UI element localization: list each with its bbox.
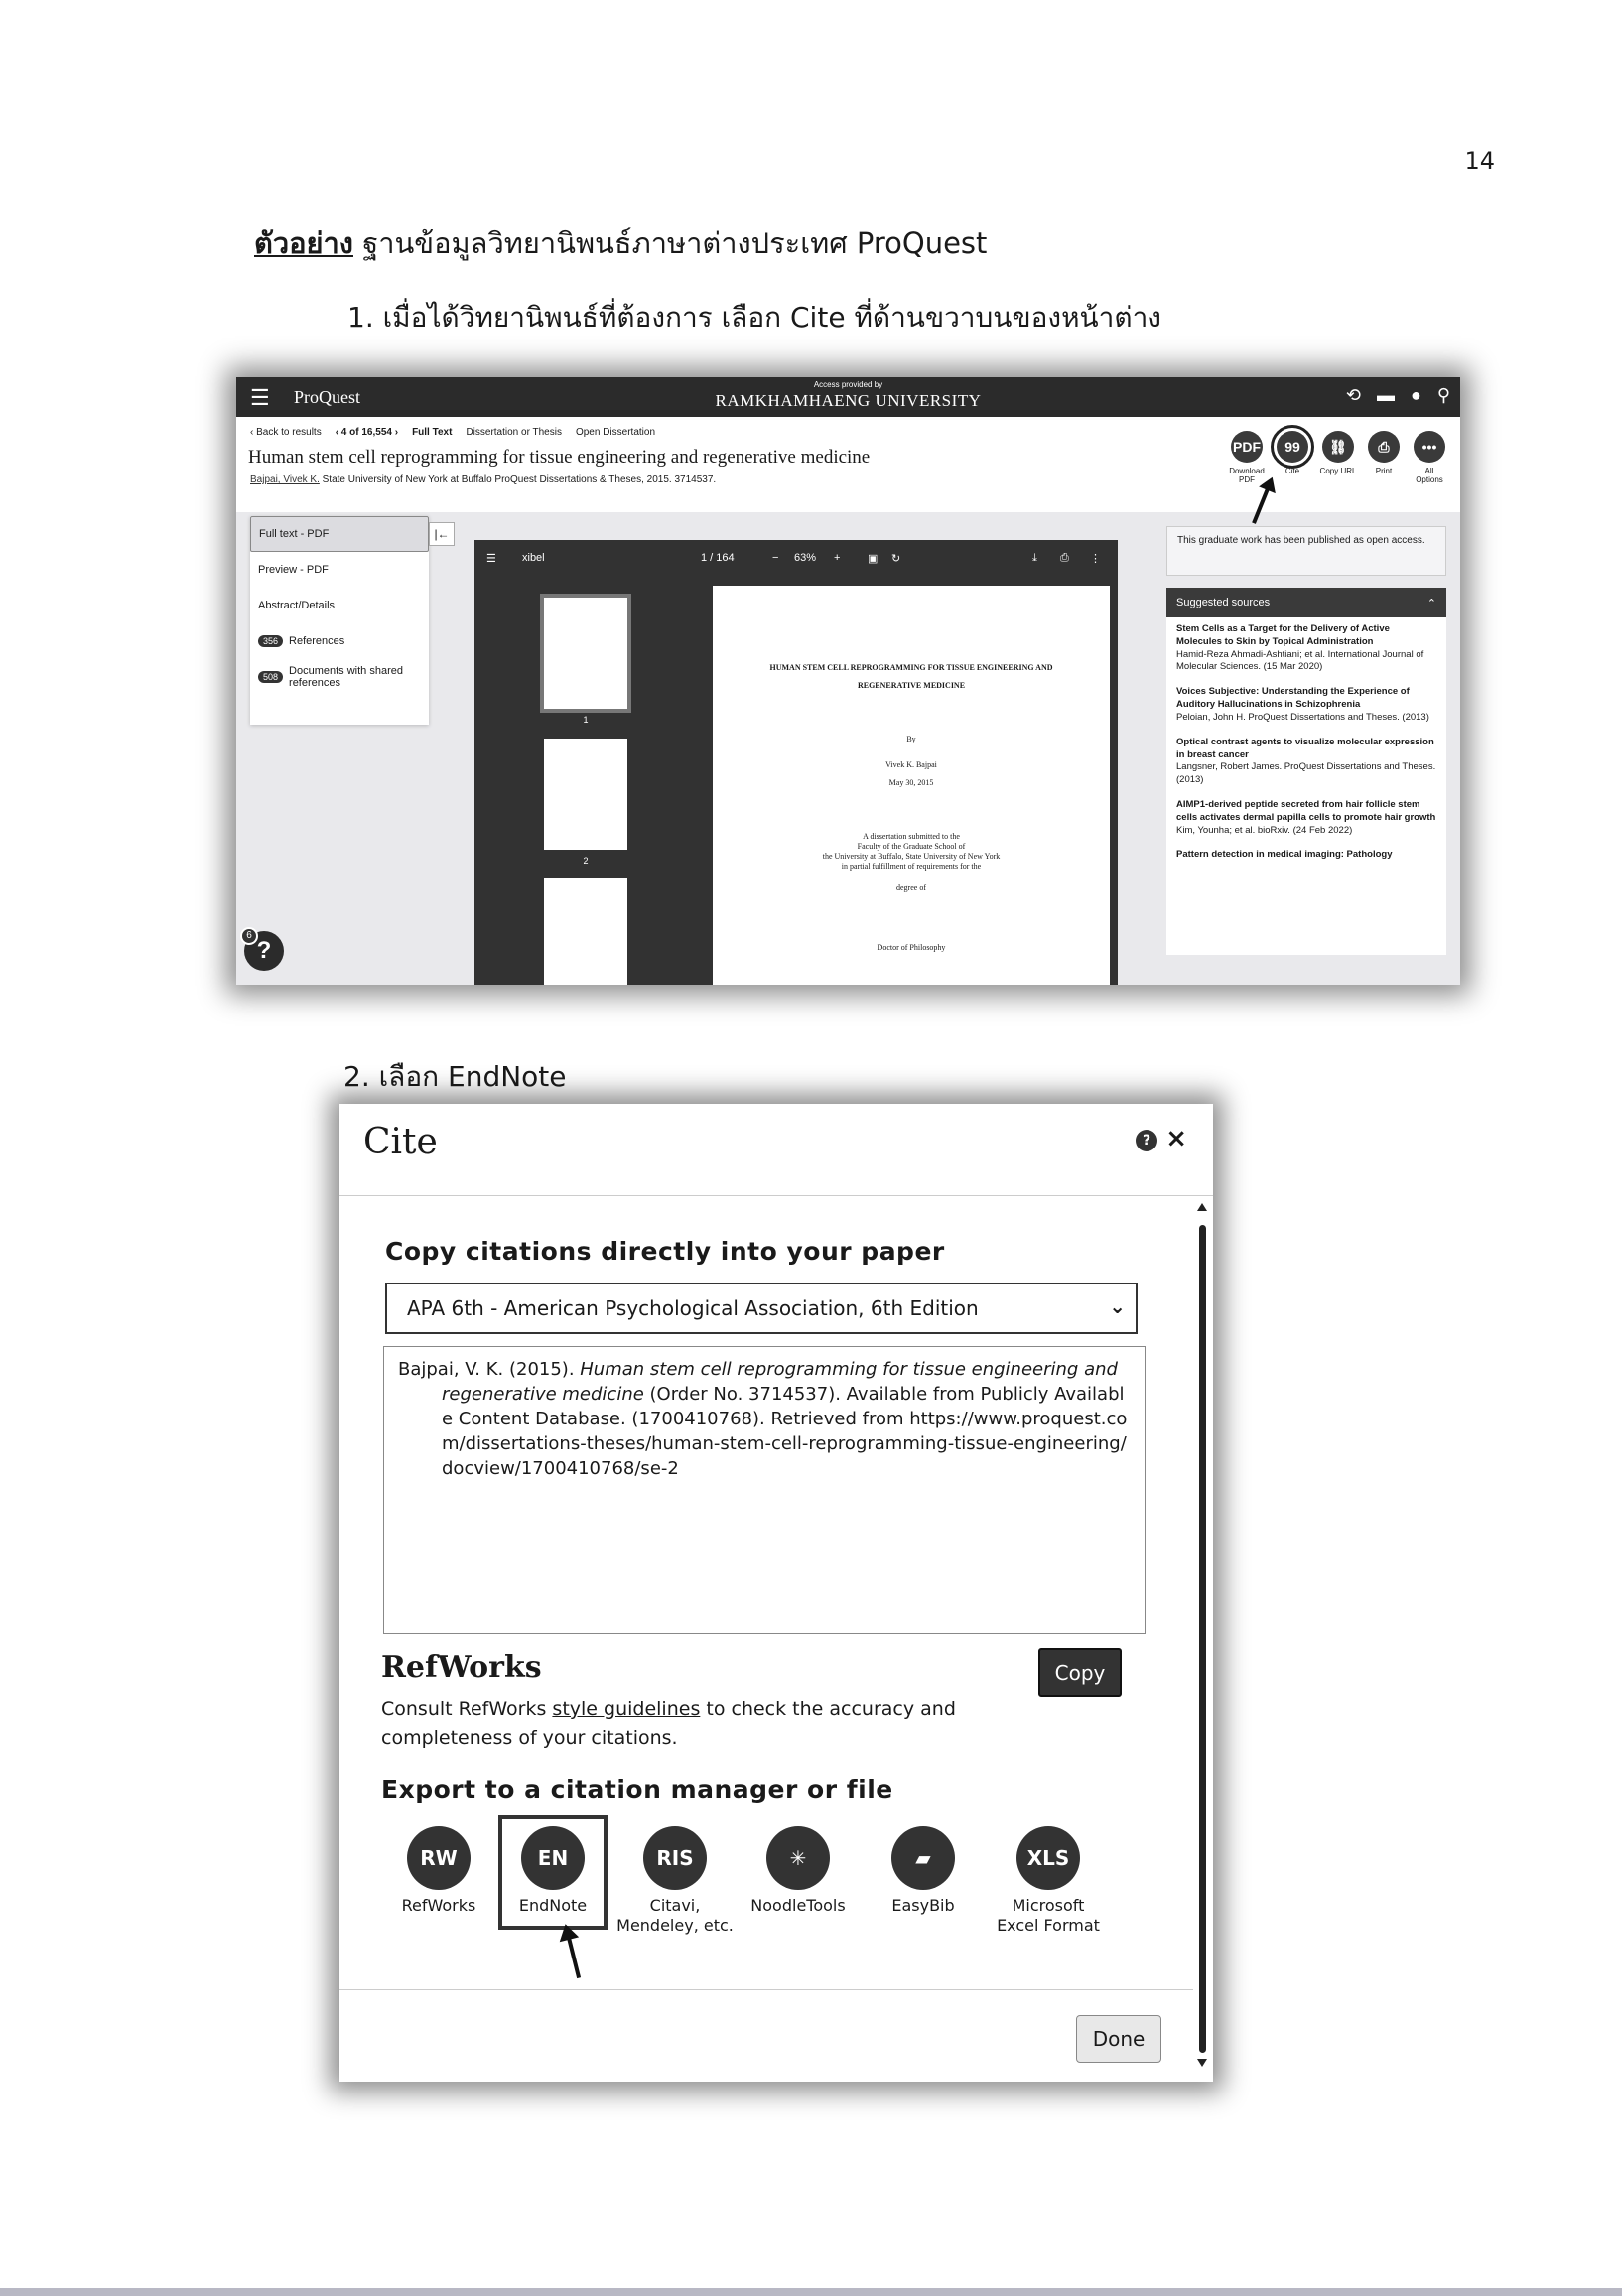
nav-full-text-pdf[interactable]: Full text - PDF xyxy=(250,516,429,552)
export-options xyxy=(379,1819,1134,1958)
document-header xyxy=(236,417,1460,512)
refworks-guidance xyxy=(381,1695,1016,1753)
citation-style-value: APA 6th - American Psychological Association, 6th Edition xyxy=(407,1296,979,1320)
intro-line xyxy=(254,220,987,266)
print-label: Print xyxy=(1375,467,1393,475)
pdf-phd: Doctor of Philosophy xyxy=(877,943,946,952)
close-icon[interactable]: × xyxy=(1165,1124,1187,1153)
refworks-heading: RefWorks xyxy=(381,1650,542,1685)
export-label: Microsoft Excel Format xyxy=(997,1896,1100,1935)
excel-icon: XLS xyxy=(1016,1826,1080,1890)
pdf-by: By xyxy=(906,735,916,743)
pdf-diss-line-4: in partial fulfillment of requirements for the xyxy=(841,862,982,871)
document-meta xyxy=(250,474,716,485)
citation-text-box[interactable] xyxy=(383,1346,1146,1634)
export-label: RefWorks xyxy=(401,1896,476,1915)
ris-icon: RIS xyxy=(643,1826,707,1890)
download-pdf-icon: PDF xyxy=(1231,431,1263,463)
viewer-toolbar xyxy=(474,540,1118,578)
suggested-item-title: Pattern detection in medical imaging: Pathology xyxy=(1176,849,1393,861)
print-icon: ⎙ xyxy=(1368,431,1400,463)
proquest-screenshot xyxy=(236,377,1460,985)
viewer-menu-icon[interactable]: ☰ xyxy=(486,553,496,565)
hamburger-menu-icon[interactable]: ☰ xyxy=(250,385,270,410)
open-dissertation-label: Open Dissertation xyxy=(575,427,656,438)
result-position[interactable]: ‹ 4 of 16,554 › xyxy=(335,427,399,438)
thumbnail-page-2[interactable] xyxy=(544,739,627,850)
export-label: NoodleTools xyxy=(750,1896,846,1915)
intro-text: ฐานข้อมูลวิทยานิพนธ์ภาษาต่างประเทศ ProQuest xyxy=(352,226,988,260)
step-1-text: 1. เมื่อได้วิทยานิพนธ์ที่ต้องการ เลือก Cite ที่ด้านขวาบนของหน้าต่าง xyxy=(347,301,1161,334)
fit-page-icon[interactable]: ▣ xyxy=(868,553,879,565)
pdf-title-line-1: HUMAN STEM CELL REPROGRAMMING FOR TISSUE ENGINEERING AND xyxy=(769,663,1053,672)
export-ris-button[interactable] xyxy=(615,1819,735,1936)
export-heading: Export to a citation manager or file xyxy=(381,1775,893,1804)
suggested-item-title: Optical contrast agents to visualize molecular expression in breast cancer xyxy=(1176,736,1434,760)
breadcrumb xyxy=(250,427,655,438)
proquest-topbar xyxy=(236,377,1460,417)
viewer-name: xibel xyxy=(522,552,545,564)
author-link[interactable]: Bajpai, Vivek K. xyxy=(250,474,320,485)
thumbnail-column xyxy=(482,580,631,985)
suggested-item[interactable] xyxy=(1176,849,1436,862)
cite-button[interactable] xyxy=(1274,431,1311,484)
pdf-date: May 30, 2015 xyxy=(888,778,934,787)
cite-dialog xyxy=(339,1104,1213,2082)
viewer-print-icon[interactable]: ⎙ xyxy=(1060,552,1069,564)
scroll-down-icon[interactable] xyxy=(1197,2059,1207,2067)
nav-preview-pdf[interactable]: Preview - PDF xyxy=(258,564,329,576)
thumbnail-page-1[interactable] xyxy=(544,598,627,709)
topbar-icons xyxy=(1346,385,1450,406)
collapse-panel-icon[interactable]: |← xyxy=(429,522,455,546)
more-options-icon: ••• xyxy=(1414,431,1445,463)
export-label: EasyBib xyxy=(891,1896,955,1915)
suggested-item-meta: Peloian, John H. ProQuest Dissertations and Theses. (2013) xyxy=(1176,711,1429,723)
document-title: Human stem cell reprogramming for tissue engineering and regenerative medicine xyxy=(248,447,871,468)
help-question-icon: ? xyxy=(256,937,272,964)
scrollbar-thumb[interactable] xyxy=(1199,1225,1206,2053)
scrollbar[interactable] xyxy=(1197,1203,1207,2067)
help-icon[interactable]: ? xyxy=(1136,1130,1157,1151)
cite-quote-icon: 99 xyxy=(1277,431,1308,463)
copy-citations-heading: Copy citations directly into your paper xyxy=(385,1237,945,1266)
export-easybib-button[interactable] xyxy=(864,1819,983,1916)
download-pdf-button[interactable] xyxy=(1228,431,1266,484)
cite-dialog-title: Cite xyxy=(363,1122,438,1162)
download-icon[interactable]: ⤓ xyxy=(1032,552,1037,564)
document-tools xyxy=(1228,431,1448,484)
pdf-diss-line-1: A dissertation submitted to the xyxy=(863,832,960,841)
rotate-icon[interactable]: ↻ xyxy=(891,553,901,565)
history-icon[interactable]: ⟲ xyxy=(1345,385,1361,405)
suggested-item-title: Stem Cells as a Target for the Delivery of Active Molecules to Skin by Topical Administration xyxy=(1176,623,1390,647)
suggested-item-meta: Kim, Younha; et al. bioRxiv. (24 Feb 2022) xyxy=(1176,824,1353,836)
suggested-item[interactable] xyxy=(1176,686,1436,724)
folder-icon[interactable]: ▬ xyxy=(1376,385,1395,405)
all-options-button[interactable] xyxy=(1411,431,1448,484)
pdf-degree: degree of xyxy=(896,883,926,892)
suggested-sources-header[interactable] xyxy=(1166,588,1446,617)
help-badge: 6 xyxy=(240,927,258,945)
zoom-out-icon[interactable]: − xyxy=(772,552,779,564)
export-noodletools-button[interactable] xyxy=(739,1819,858,1916)
export-excel-button[interactable] xyxy=(989,1819,1108,1936)
suggested-sources-list xyxy=(1166,617,1446,955)
citation-rest: (Order No. 3714537). Available from Publicly Available Content Database. (1700410768). Retrieved from https://www.proquest.com/dissertations-theses/human-stem-cell-reprogramming-tissue-engineering/docview/1700410768/se-2 xyxy=(442,1384,1128,1479)
all-options-label: All Options xyxy=(1416,467,1443,484)
nav-shared-references[interactable] xyxy=(250,659,429,695)
suggested-sources-title: Suggested sources xyxy=(1176,597,1271,608)
thumbnail-page-3[interactable] xyxy=(544,878,627,985)
download-pdf-label: Download PDF xyxy=(1229,467,1265,484)
cite-label: Cite xyxy=(1284,467,1300,475)
back-to-results-link[interactable]: ‹ Back to results xyxy=(250,427,322,438)
divider xyxy=(339,1989,1193,1990)
export-refworks-button[interactable] xyxy=(379,1819,498,1916)
zoom-in-icon[interactable]: + xyxy=(834,552,841,564)
step-2-text: 2. เลือก EndNote xyxy=(343,1060,567,1093)
export-endnote-button[interactable] xyxy=(502,1819,604,1926)
references-count-badge: 356 xyxy=(258,635,283,647)
export-label: EndNote xyxy=(518,1896,588,1915)
suggested-item-title: AIMP1-derived peptide secreted from hair follicle stem cells activates dermal papilla cells to promote hair growth xyxy=(1176,798,1436,823)
shared-count-badge: 508 xyxy=(258,671,283,683)
refworks-text-a: Consult RefWorks xyxy=(381,1698,553,1720)
noodletools-icon: ✳ xyxy=(766,1826,830,1890)
viewer-zoom[interactable]: 63% xyxy=(794,552,817,564)
open-access-notice: This graduate work has been published as open access. xyxy=(1166,526,1446,576)
search-icon[interactable]: ⚲ xyxy=(1436,385,1450,405)
suggested-item-meta: Hamid-Reza Ahmadi-Ashtiani; et al. International Journal of Molecular Sciences. (15 Mar 2020) xyxy=(1176,648,1424,673)
suggested-item-meta: Langsner, Robert James. ProQuest Dissertations and Theses. (2013) xyxy=(1176,761,1436,786)
pdf-viewer xyxy=(474,540,1118,985)
university-name: RAMKHAMHAENG UNIVERSITY xyxy=(715,391,982,410)
link-icon: ⛓ xyxy=(1322,431,1354,463)
access-provided-text: Access provided by xyxy=(813,380,883,389)
pdf-author: Vivek K. Bajpai xyxy=(885,760,937,769)
style-guidelines-link[interactable]: style guidelines xyxy=(552,1698,701,1720)
refworks-icon: RW xyxy=(407,1826,471,1890)
pdf-page xyxy=(713,586,1110,985)
chevron-up-icon[interactable]: ⌃ xyxy=(1426,598,1436,609)
pdf-diss-line-3: the University at Buffalo, State University of New York xyxy=(822,852,1001,861)
easybib-icon: ▰ xyxy=(891,1826,955,1890)
export-label: Citavi, Mendeley, etc. xyxy=(616,1896,734,1935)
endnote-icon: EN xyxy=(521,1826,585,1890)
copy-url-button[interactable] xyxy=(1319,431,1357,484)
references-label: References xyxy=(289,635,345,647)
print-button[interactable] xyxy=(1365,431,1403,484)
pdf-title-line-2: REGENERATIVE MEDICINE xyxy=(857,681,966,690)
left-nav xyxy=(250,516,429,725)
full-text-label: Full Text xyxy=(412,427,453,438)
copy-button[interactable]: Copy xyxy=(1038,1648,1122,1697)
doc-type-label: Dissertation or Thesis xyxy=(466,427,562,438)
right-panel xyxy=(1166,526,1446,955)
citation-style-select[interactable] xyxy=(385,1283,1138,1334)
citation-text xyxy=(398,1357,1131,1481)
suggested-item[interactable] xyxy=(1176,799,1436,837)
pdf-diss-line-2: Faculty of the Graduate School of xyxy=(857,842,966,851)
done-button[interactable]: Done xyxy=(1076,2015,1161,2063)
user-icon[interactable]: ● xyxy=(1410,385,1421,405)
suggested-item[interactable] xyxy=(1176,623,1436,674)
citation-title: Human stem cell reprogramming for tissue engineering and regenerative medicine xyxy=(442,1359,1118,1405)
shared-label: Documents with shared references xyxy=(289,665,403,689)
nav-abstract-details[interactable]: Abstract/Details xyxy=(258,600,336,611)
intro-label: ตัวอย่าง xyxy=(254,226,353,260)
document-source: State University of New York at Buffalo ProQuest Dissertations & Theses, 2015. 3714537. xyxy=(322,474,717,485)
nav-references[interactable] xyxy=(250,623,429,659)
citation-author-year: Bajpai, V. K. (2015). xyxy=(398,1359,581,1380)
refworks-text-b: to check the accuracy and completeness of your citations. xyxy=(381,1698,956,1749)
suggested-item-title: Voices Subjective: Understanding the Experience of Auditory Hallucinations in Schizophrenia xyxy=(1176,686,1410,711)
viewer-page-info[interactable]: 1 / 164 xyxy=(701,552,735,564)
thumbnail-label-2: 2 xyxy=(583,856,589,866)
page-number: 14 xyxy=(1464,147,1495,175)
proquest-brand[interactable]: ProQuest xyxy=(294,387,360,407)
copy-url-label: Copy URL xyxy=(1319,467,1357,475)
chevron-down-icon: ⌄ xyxy=(1109,1294,1126,1318)
suggested-item[interactable] xyxy=(1176,737,1436,787)
page-edge xyxy=(0,2288,1622,2296)
viewer-more-icon[interactable]: ⋮ xyxy=(1090,553,1101,565)
divider xyxy=(339,1195,1213,1196)
scroll-up-icon[interactable] xyxy=(1197,1203,1207,1211)
thumbnail-label-1: 1 xyxy=(583,715,589,725)
